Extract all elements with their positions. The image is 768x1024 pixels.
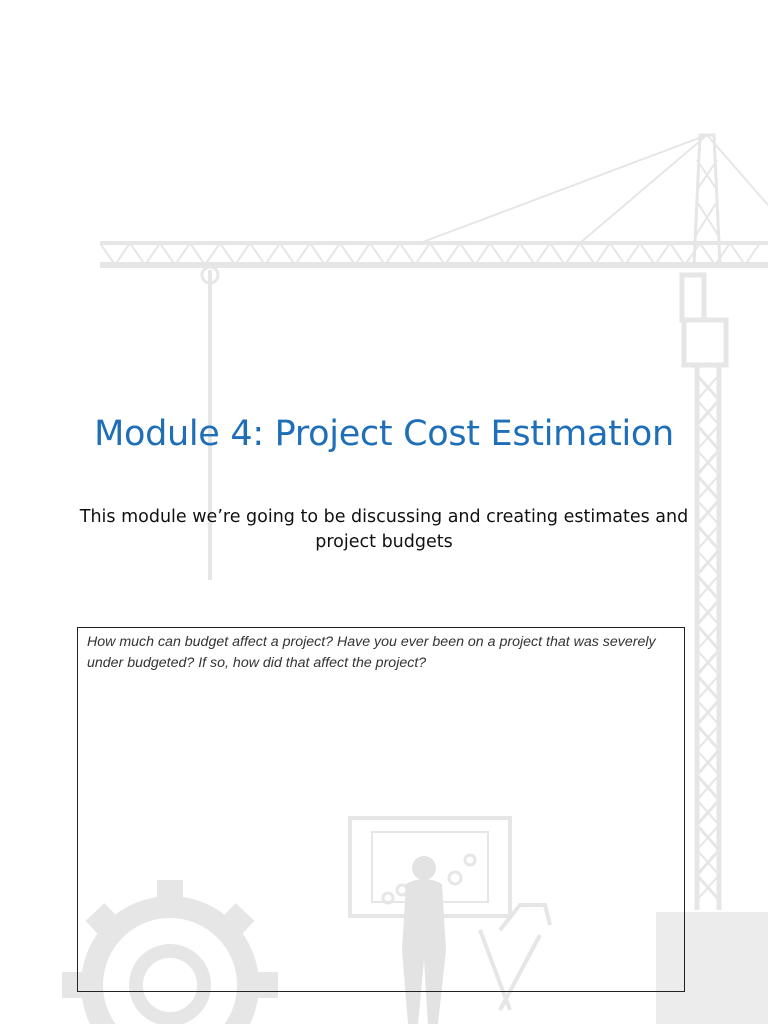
discussion-box: [77, 627, 685, 992]
discussion-prompt: How much can budget affect a project? Have you ever been on a project that was severely under budgeted? If so, how did that affect the project?: [87, 634, 656, 671]
module-description: This module we’re going to be discussing and creating estimates and project budgets: [79, 507, 689, 552]
module-title: Module 4: Project Cost Estimation: [94, 414, 674, 454]
